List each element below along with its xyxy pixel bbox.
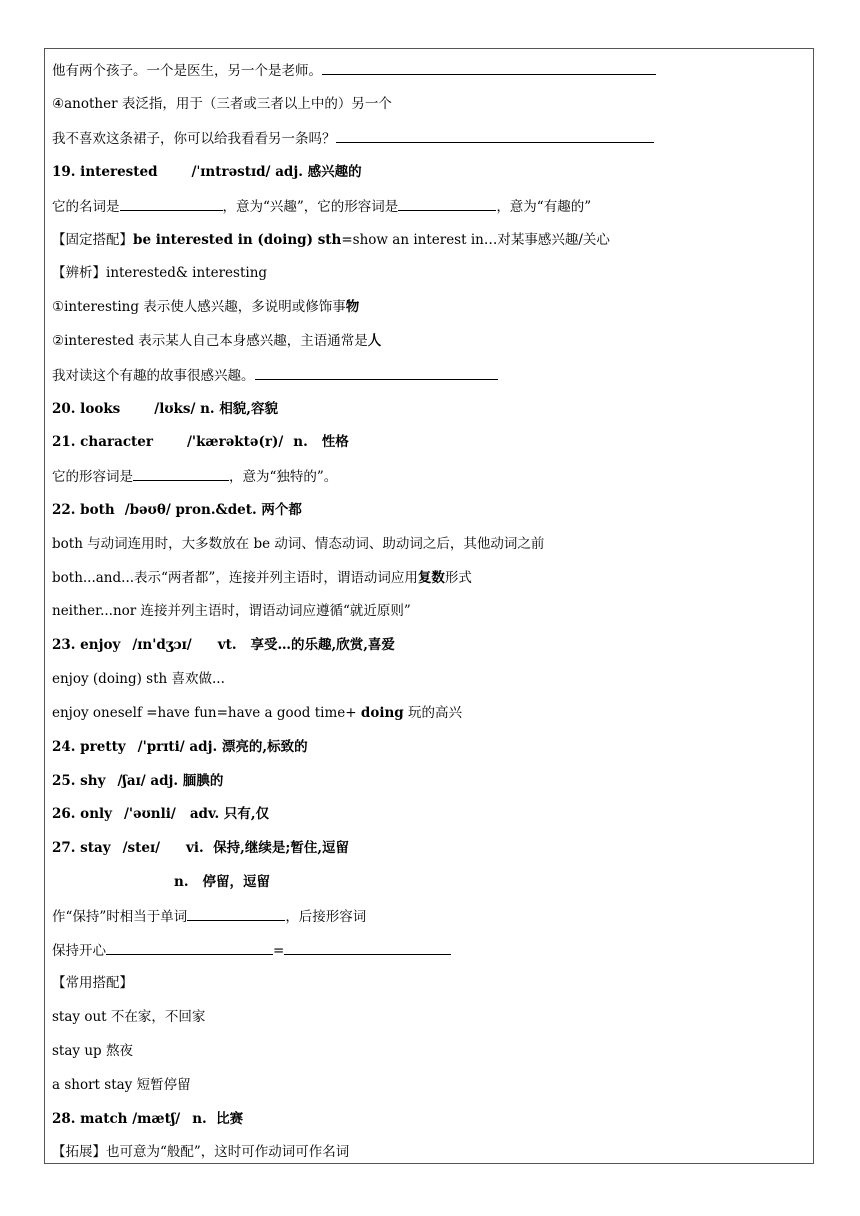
collocation-stay-up: stay up 熬夜 bbox=[52, 1043, 133, 1059]
note-neither-nor: neither...nor 连接并列主语时，谓语动词应遵循“就近原则” bbox=[52, 603, 411, 619]
answer-blank[interactable] bbox=[106, 941, 273, 955]
note-both-and: both...and...表示“两者都”，连接并列主语时，谓语动词应用复数形式 bbox=[52, 570, 472, 586]
answer-blank[interactable] bbox=[398, 197, 496, 211]
sentence-translation-story: 我对读这个有趣的故事很感兴趣。 bbox=[52, 366, 498, 385]
word-forms-character: 它的形容词是 ，意为“独特的”。 bbox=[52, 469, 338, 485]
analysis-heading: 【辨析】interested& interesting bbox=[52, 265, 268, 281]
note-interested: ②interested 表示某人自己本身感兴趣，主语通常是人 bbox=[52, 333, 382, 349]
answer-blank[interactable] bbox=[120, 197, 223, 211]
collocation-short-stay: a short stay 短暂停留 bbox=[52, 1077, 191, 1093]
answer-blank[interactable] bbox=[255, 366, 498, 380]
note-interesting: ①interesting 表示使人感兴趣，多说明或修饰事物 bbox=[52, 299, 360, 315]
vocab-heading-looks: 20. looks /lʊks/ n. 相貌,容貌 bbox=[52, 401, 279, 417]
phrase-keep-happy: 保持开心 = bbox=[52, 941, 451, 960]
sentence-translation-skirt: 我不喜欢这条裙子，你可以给我看看另一条吗？ bbox=[52, 129, 654, 148]
note-both-position: both 与动词连用时，大多数放在 be 动词、情态动词、助动词之后，其他动词之前 bbox=[52, 536, 545, 552]
vocab-heading-enjoy: 23. enjoy /ɪn'dʒɔɪ/ vt. 享受…的乐趣,欣赏,喜爱 bbox=[52, 637, 395, 653]
vocab-heading-match: 28. match /mætʃ/ n. 比赛 bbox=[52, 1111, 244, 1127]
answer-blank[interactable] bbox=[322, 61, 656, 75]
fixed-collocation: 【固定搭配】be interested in (doing) sth=show an interest in…对某事感兴趣/关心 bbox=[52, 232, 610, 248]
answer-blank[interactable] bbox=[133, 467, 229, 481]
vocab-heading-pretty: 24. pretty /'prɪti/ adj. 漂亮的,标致的 bbox=[52, 739, 308, 755]
vocab-heading-only: 26. only /'əʊnli/ adv. 只有,仅 bbox=[52, 806, 270, 822]
collocation-stay-out: stay out 不在家，不回家 bbox=[52, 1009, 206, 1025]
vocab-heading-both: 22. both /bəʊθ/ pron.&det. 两个都 bbox=[52, 502, 302, 518]
answer-blank[interactable] bbox=[284, 941, 451, 955]
vocab-heading-character: 21. character /'kærəktə(r)/ n. 性格 bbox=[52, 434, 349, 450]
word-forms-interested: 它的名词是 ，意为“兴趣”，它的形容词是 ，意为“有趣的” bbox=[52, 199, 592, 215]
vocab-heading-interested: 19. interested /ˈɪntrəstɪd/ adj. 感兴趣的 bbox=[52, 164, 362, 180]
extension-match: 【拓展】也可意为“般配”，这时可作动词可作名词 bbox=[52, 1144, 350, 1160]
word-equivalent-stay: 作“保持”时相当于单词 ，后接形容词 bbox=[52, 909, 367, 925]
vocab-stay-noun: n. 停留，逗留 bbox=[174, 874, 271, 890]
sentence-translation-children: 他有两个孩子。一个是医生，另一个是老师。 bbox=[52, 61, 656, 80]
collocation-heading: 【常用搭配】 bbox=[52, 975, 133, 991]
note-another: ④another 表泛指，用于（三者或三者以上中的）另一个 bbox=[52, 96, 392, 112]
vocab-heading-shy: 25. shy /ʃaɪ/ adj. 腼腆的 bbox=[52, 773, 224, 789]
vocab-heading-stay: 27. stay /steɪ/ vi. 保持,继续是;暂住,逗留 bbox=[52, 840, 350, 856]
note-enjoy-oneself: enjoy oneself =have fun=have a good time+ doing 玩的高兴 bbox=[52, 705, 462, 721]
note-enjoy-doing: enjoy (doing) sth 喜欢做... bbox=[52, 671, 225, 687]
answer-blank[interactable] bbox=[187, 907, 285, 921]
answer-blank[interactable] bbox=[336, 129, 654, 143]
